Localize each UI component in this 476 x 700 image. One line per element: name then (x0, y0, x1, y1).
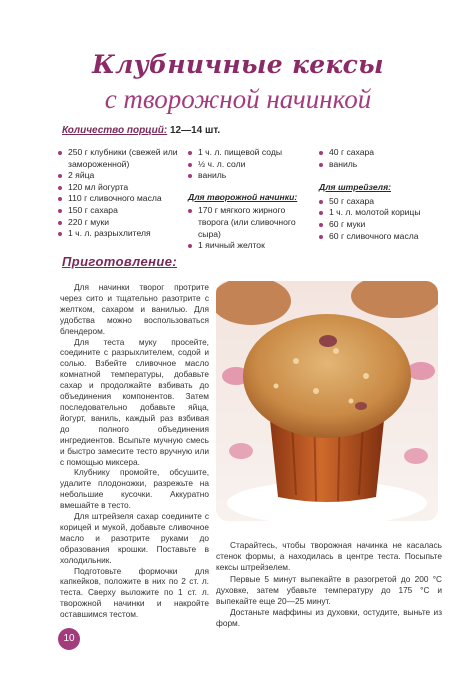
filling-subheading: Для творожной начинки: (188, 191, 298, 202)
ingredient-item: 40 г сахара (319, 147, 439, 159)
paragraph: Подготовьте формочки для капкейков, положите в них по 2 ст. л. теста. Сверху выложите по 1 ст. л. творожной начинки и накройте оставшимся тестом. (60, 565, 209, 620)
ingredient-item: 1 ч. л. разрыхлителя (58, 228, 186, 240)
preparation-text-right (216, 540, 442, 630)
recipe-subtitle: с творожной начинкой (104, 84, 372, 114)
ingredient-item: 50 г сахара (319, 196, 439, 208)
ingredients-column-1 (58, 147, 186, 240)
ingredients-column-2 (188, 147, 316, 252)
servings (62, 125, 220, 136)
servings-value: 12—14 шт. (169, 125, 221, 136)
ingredient-item: 1 ч. л. пищевой соды (188, 147, 316, 159)
preparation-text-left (60, 282, 209, 620)
ingredient-item: 220 г муки (58, 217, 186, 229)
ingredient-item: 150 г сахара (58, 205, 186, 217)
ingredient-item: 1 яичный желток (188, 240, 316, 252)
paragraph: Для теста муку просейте, соедините с разрыхлителем, содой и солью. Взбейте сливочное масло комнатной температуры, добавьте сахар и продолжайте взбивать до объединения компонентов. Затем последовательно добавьте яйца, йогурт, ваниль, каждый раз взбивая до полного объединения ингредиентов. Всыпьте мучную смесь и быстро замесите тесто вручную или с помощью миксера. (60, 336, 209, 467)
muffin-photo-illustration (216, 281, 438, 521)
paragraph: Достаньте маффины из духовки, остудите, выньте из форм. (216, 607, 442, 629)
ingredient-item: 250 г клубники (свежей или замороженной) (58, 147, 186, 170)
paragraph: Старайтесь, чтобы творожная начинка не касалась стенок формы, а находилась в центре теста. Посыпьте кексы штрейзелем. (216, 540, 442, 573)
ingredient-item: 1 ч. л. молотой корицы (319, 207, 439, 219)
ingredient-item: ваниль (319, 159, 439, 171)
paragraph: Для штрейзеля сахар соедините с корицей и мукой, добавьте сливочное масло и разотрите руками до образования крошки. Поставьте в холодильник. (60, 511, 209, 565)
streusel-subheading: Для штрейзеля: (319, 182, 391, 193)
ingredient-item: 60 г муки (319, 219, 439, 231)
ingredient-item: 120 мл йогурта (58, 182, 186, 194)
ingredient-item: ваниль (188, 170, 316, 182)
paragraph: Для начинки творог протрите через сито и тщательно разотрите с желтком, сахаром и ванилью. Для удобства можно воспользоваться блендером. (60, 282, 209, 336)
preparation-heading: Приготовление: (62, 254, 178, 269)
ingredient-item: 170 г мягкого жирного творога (или сливочного сыра) (188, 205, 316, 240)
recipe-title: Клубничные кексы (92, 50, 384, 79)
page-number: 10 (58, 628, 80, 650)
muffin-photo (216, 281, 438, 521)
servings-label: Количество порций: (62, 125, 168, 136)
paragraph: Клубнику промойте, обсушите, удалите плодоножки, разрежьте на небольшие кусочки. Аккуратно вмешайте в тесто. (60, 467, 209, 511)
ingredient-item: 110 г сливочного масла (58, 193, 186, 205)
ingredients-column-3 (319, 147, 439, 242)
ingredient-item: 2 яйца (58, 170, 186, 182)
ingredient-item: ½ ч. л. соли (188, 159, 316, 171)
paragraph: Первые 5 минут выпекайте в разогретой до 200 °С духовке, затем убавьте температуру до 175 °С и выпекайте еще 20—25 минут. (216, 573, 442, 607)
ingredient-item: 60 г сливочного масла (319, 231, 439, 243)
